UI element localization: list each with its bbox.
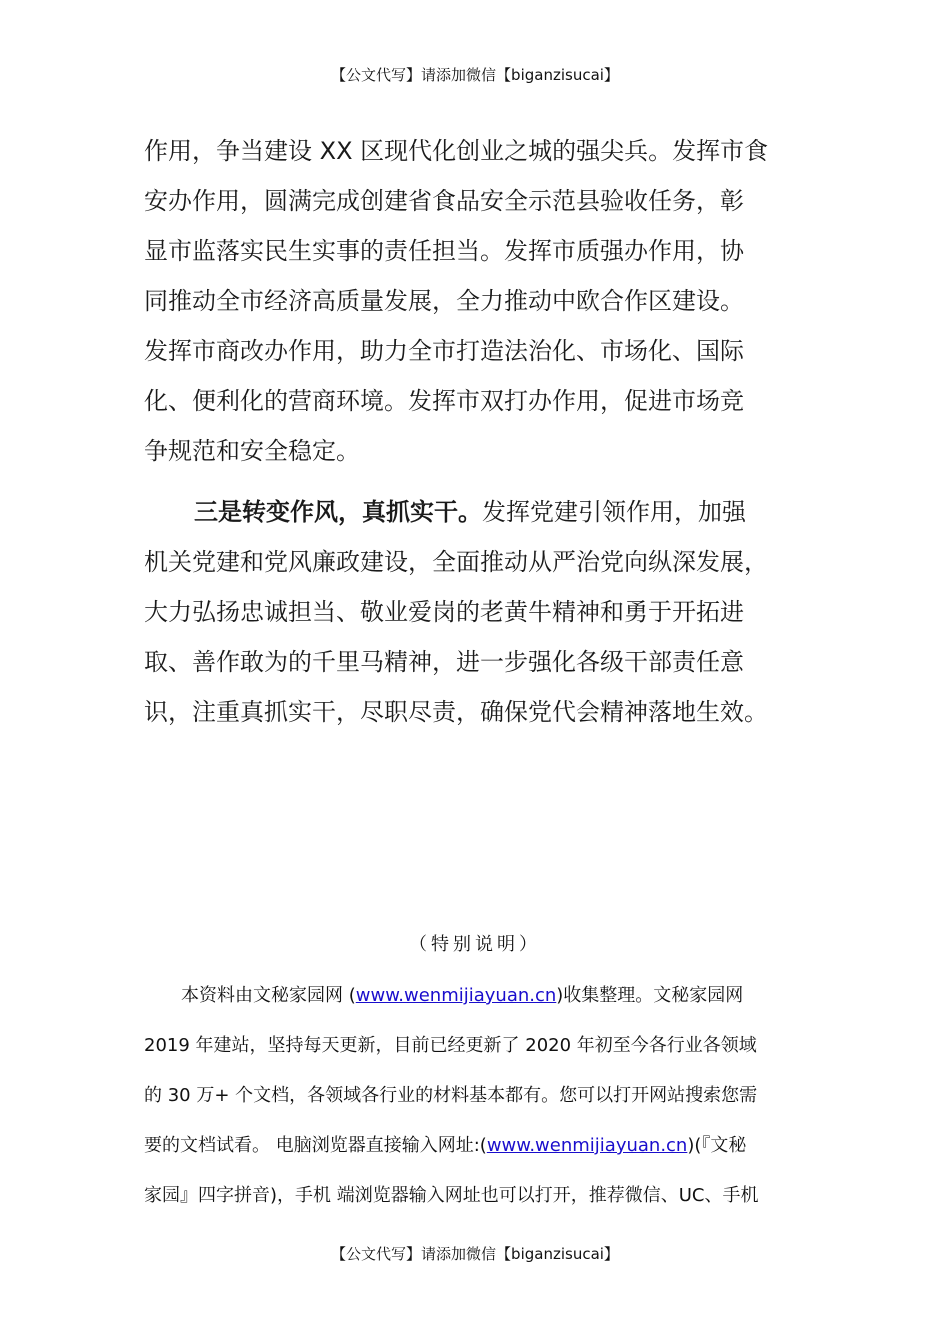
note-text-segment: )收集整理。文秘家园网 [556, 985, 744, 1006]
page-footer: 【公文代写】请添加微信【biganzisucai】 [331, 1245, 619, 1263]
paragraph-line: 大力弘扬忠诚担当、敬业爱岗的老黄牛精神和勇于开拓进 [144, 598, 744, 626]
paragraph-line: 作用，争当建设 XX 区现代化创业之城的强尖兵。发挥市食 [144, 137, 769, 165]
note-line: 2019 年建站，坚持每天更新，目前已经更新了 2020 年初至今各行业各领域 [144, 1035, 757, 1056]
website-link[interactable]: www.wenmijiayuan.cn [355, 985, 557, 1006]
note-text-segment: )(『文秘 [687, 1135, 747, 1156]
page-header: 【公文代写】请添加微信【biganzisucai】 [331, 66, 619, 84]
paragraph-line: 取、善作敢为的千里马精神，进一步强化各级干部责任意 [144, 648, 744, 676]
paragraph-first-line [144, 487, 808, 537]
special-note-body [144, 971, 808, 1221]
note-text-segment: 要的文档试看。 电脑浏览器直接输入网址:( [144, 1135, 487, 1156]
body-paragraph-2 [144, 487, 808, 737]
website-link[interactable]: www.wenmijiayuan.cn [486, 1135, 688, 1156]
paragraph-line: 安办作用，圆满完成创建省食品安全示范县验收任务，彰 [144, 187, 744, 215]
paragraph-lead-rest: 发挥党建引领作用，加强 [482, 498, 746, 526]
paragraph-line: 争规范和安全稳定。 [144, 437, 360, 465]
note-line: 家园』四字拼音)，手机 端浏览器输入网址也可以打开，推荐微信、UC、手机 [144, 1185, 759, 1206]
note-line [144, 971, 808, 1021]
paragraph-line: 识，注重真抓实干，尽职尽责，确保党代会精神落地生效。 [144, 698, 768, 726]
paragraph-line: 化、便利化的营商环境。发挥市双打办作用，促进市场竞 [144, 387, 744, 415]
paragraph-line: 发挥市商改办作用，助力全市打造法治化、市场化、国际 [144, 337, 744, 365]
note-line [144, 1121, 808, 1171]
paragraph-line: 同推动全市经济高质量发展，全力推动中欧合作区建设。 [144, 287, 744, 315]
paragraph-lead-heading: 三是转变作风，真抓实干。 [194, 498, 482, 526]
note-line: 的 30 万+ 个文档，各领域各行业的材料基本都有。您可以打开网站搜索您需 [144, 1085, 758, 1106]
paragraph-line: 机关党建和党风廉政建设，全面推动从严治党向纵深发展， [144, 548, 768, 576]
special-note-title: （特别说明） [409, 934, 541, 955]
body-paragraph-1 [144, 126, 808, 476]
paragraph-line: 显市监落实民生实事的责任担当。发挥市质强办作用，协 [144, 237, 744, 265]
note-text-segment: 本资料由文秘家园网 ( [181, 985, 356, 1006]
